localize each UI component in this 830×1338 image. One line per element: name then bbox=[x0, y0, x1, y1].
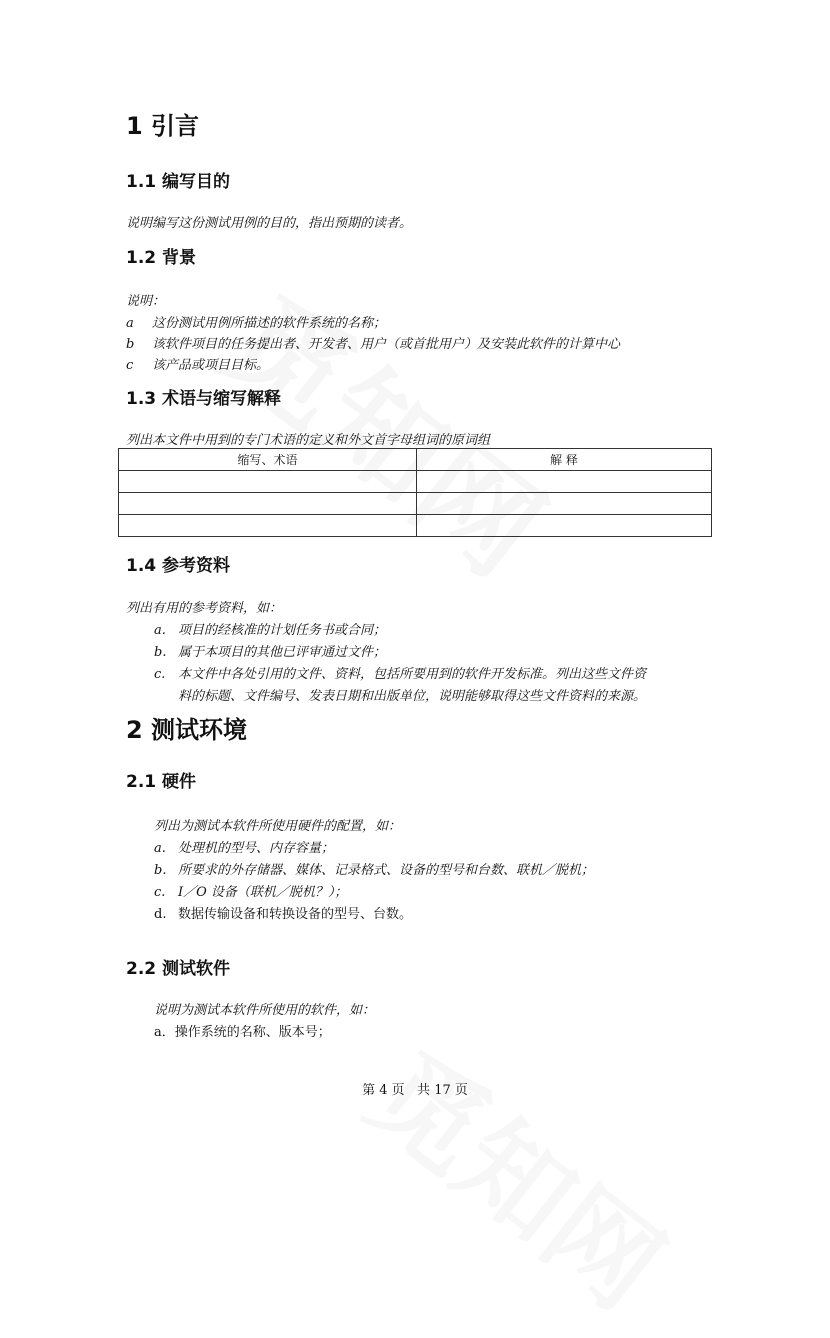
list-text: I／O 设备（联机／脱机？）； bbox=[178, 885, 348, 900]
list-item-continuation: 料的标题、文件编号、发表日期和出版单位，说明能够取得这些文件资料的来源。 bbox=[178, 689, 647, 704]
list-marker: a. bbox=[154, 623, 166, 638]
list-text: 该产品或项目目标。 bbox=[152, 358, 270, 373]
list-text: 所要求的外存储器、媒体、记录格式、设备的型号和台数、联机／脱机； bbox=[178, 863, 595, 878]
list-item bbox=[154, 1021, 331, 1040]
table-cell bbox=[417, 471, 712, 493]
list-text: 数据传输设备和转换设备的型号、台数。 bbox=[178, 907, 413, 922]
section-1-3-title: 1.3 术语与缩写解释 bbox=[126, 389, 282, 409]
section-2-title: 2 测试环境 bbox=[126, 716, 248, 744]
section-2-2-intro: 说明为测试本软件所使用的软件，如： bbox=[154, 1003, 376, 1018]
list-marker: c. bbox=[154, 667, 166, 682]
table-cell bbox=[119, 493, 417, 515]
table-header-row bbox=[119, 449, 712, 471]
page-footer: 第 4 页 共 17 页 bbox=[362, 1083, 468, 1098]
section-2-1-intro: 列出为测试本软件所使用硬件的配置，如： bbox=[154, 819, 402, 834]
list-item bbox=[126, 333, 620, 352]
table-cell bbox=[417, 493, 712, 515]
section-1-3-text: 列出本文件中用到的专门术语的定义和外文首字母组词的原词组 bbox=[126, 433, 491, 448]
list-item bbox=[154, 881, 347, 900]
section-1-1-title: 1.1 编写目的 bbox=[126, 172, 231, 192]
table-cell bbox=[417, 515, 712, 537]
section-1-2-title: 1.2 背景 bbox=[126, 248, 197, 268]
list-item bbox=[126, 312, 386, 331]
list-text: 这份测试用例所描述的软件系统的名称； bbox=[152, 316, 387, 331]
table-cell bbox=[119, 471, 417, 493]
terms-table bbox=[118, 448, 712, 537]
list-text: 处理机的型号、内存容量； bbox=[178, 841, 335, 856]
list-text: 属于本项目的其他已评审通过文件； bbox=[178, 645, 387, 660]
section-1-4-intro: 列出有用的参考资料，如： bbox=[126, 601, 283, 616]
list-text: 项目的经核准的计划任务书或合同； bbox=[178, 623, 387, 638]
list-item bbox=[154, 837, 334, 856]
list-marker: c. bbox=[154, 885, 166, 900]
list-item bbox=[154, 663, 646, 682]
section-1-4-title: 1.4 参考资料 bbox=[126, 556, 231, 576]
list-text: 本文件中各处引用的文件、资料，包括所要用到的软件开发标准。列出这些文件资 bbox=[178, 667, 647, 682]
section-1-title: 1 引言 bbox=[126, 112, 200, 140]
list-marker: b. bbox=[154, 863, 167, 878]
table-row bbox=[119, 493, 712, 515]
section-1-1-text: 说明编写这份测试用例的目的，指出预期的读者。 bbox=[126, 216, 413, 231]
list-item bbox=[154, 619, 386, 638]
list-marker: c bbox=[126, 358, 134, 373]
section-2-2-title: 2.2 测试软件 bbox=[126, 959, 231, 979]
list-marker: b. bbox=[154, 645, 167, 660]
list-item bbox=[154, 859, 594, 878]
table-header-term: 缩写、术语 bbox=[119, 449, 417, 471]
section-1-2-intro: 说明： bbox=[126, 294, 166, 309]
list-marker: a． bbox=[154, 1025, 175, 1040]
list-marker: a bbox=[126, 316, 134, 331]
list-item bbox=[154, 903, 412, 922]
list-text: 操作系统的名称、版本号； bbox=[174, 1025, 331, 1040]
list-marker: d. bbox=[154, 907, 167, 922]
table-header-explanation: 解 释 bbox=[417, 449, 712, 471]
table-row bbox=[119, 471, 712, 493]
list-marker: b bbox=[126, 337, 135, 352]
list-marker: a. bbox=[154, 841, 166, 856]
table-cell bbox=[119, 515, 417, 537]
section-2-1-title: 2.1 硬件 bbox=[126, 772, 197, 792]
list-text: 该软件项目的任务提出者、开发者、用户（或首批用户）及安装此软件的计算中心 bbox=[152, 337, 621, 352]
list-item bbox=[126, 354, 269, 373]
table-row bbox=[119, 515, 712, 537]
list-item bbox=[154, 641, 386, 660]
